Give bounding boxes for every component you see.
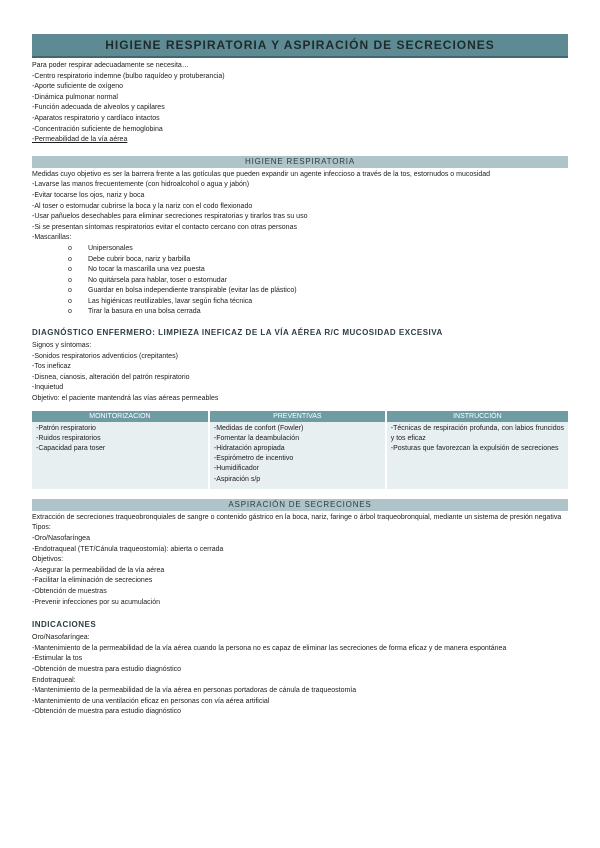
diagnostico-section [32,341,568,405]
sign-item: -Inquietud [32,384,64,392]
bullet-icon: o [68,287,72,295]
sign-item: -Tos ineficaz [32,363,71,371]
column-header: MONITORIZACION [32,411,209,422]
cell-item: -Fomentar la deambulación [213,434,300,442]
signs-label: Signos y síntomas: [32,342,92,350]
type-item: -Oro/Nasofaríngea [32,535,90,543]
mask-item-text: No tocar la mascarilla una vez puesta [88,266,205,274]
indicaciones-heading: INDICACIONES [32,620,97,630]
cell-item: -Humidificador [213,465,259,473]
mask-item [68,297,568,308]
intro-item: -Centro respiratorio indemne (bulbo raquídeo y protuberancia) [32,72,225,80]
mask-item [68,286,568,297]
intro-lead: Para poder respirar adecuadamente se necesita… [32,62,189,69]
title-banner [32,34,568,58]
cell-item: -Hidratación apropiada [213,445,285,453]
intro-item: -Concentración suficiente de hemoglobina [32,125,163,133]
section-title: ASPIRACIÓN DE SECRECIONES [228,500,372,510]
intro-item: -Permeabilidad de la vía aérea [32,136,128,144]
indicaciones-section [32,633,568,718]
cell-item: -Capacidad para toser [36,445,106,453]
intro-item: -Aparatos respiratorio y cardíaco intactos [32,114,160,122]
table-header-row [32,411,568,422]
table-cell-preventivas [209,422,386,489]
endo-item: -Mantenimiento de la permeabilidad de la vía aérea en personas portadoras de cánula de traqueostomía [32,687,357,695]
section-title: HIGIENE RESPIRATORIA [245,157,355,167]
sign-item: -Sonidos respiratorios adventicios (crepitantes) [32,352,178,360]
objective-item: -Asegurar la permeabilidad de la vía aérea [32,566,165,574]
page-title: HIGIENE RESPIRATORIA Y ASPIRACIÓN DE SECRECIONES [105,38,495,52]
cell-item: -Aspiración s/p [213,475,261,483]
mask-item-text: Unipersonales [88,244,133,252]
endo-item: -Mantenimiento de una ventilación eficaz en personas con vía aérea artificial [32,697,270,705]
cell-item: -Posturas que favorezcan la expulsión de secreciones [390,445,559,453]
mask-item [68,265,568,276]
objective-item: -Facilitar la eliminación de secreciones [32,577,153,585]
cell-item: -Ruidos respiratorios [36,434,101,442]
aspiracion-section [32,513,568,608]
higiene-item: -Evitar tocarse los ojos, nariz y boca [32,191,145,199]
objective-text: Objetivo: el paciente mantendrá las vías aéreas permeables [32,395,219,403]
objective-item: -Prevenir infecciones por su acumulación [32,598,161,606]
bullet-icon: o [68,308,72,316]
table-cell-instruccion [386,422,568,489]
mask-item [68,276,568,287]
higiene-item: -Usar pañuelos desechables para eliminar secreciones respiratorias y tirarlos tras su uso [32,213,308,221]
bullet-icon: o [68,276,72,284]
higiene-lead: Medidas cuyo objetivo es ser la barrera frente a las gotículas que pueden expandir un agente infeccioso a través de la tos, estornudos o mucosidad [32,170,491,178]
bullet-icon: o [68,297,72,305]
table-cell-monitorizacion [32,422,209,489]
mask-item [68,307,568,318]
mask-item-text: No quitársela para hablar, toser o estornudar [88,276,227,284]
bullet-icon: o [68,244,72,252]
mask-list [68,244,568,318]
higiene-item: -Lavarse las manos frecuentemente (con hidroalcohol o agua y jabón) [32,181,250,189]
mask-item [68,255,568,266]
oro-item: -Estimular la tos [32,655,83,663]
mask-item-text: Guardar en bolsa independiente transpirable (evitar las de plástico) [88,287,297,295]
column-header: INSTRUCCIÓN [386,411,568,422]
nursing-interventions-table [32,411,568,489]
oro-item: -Mantenimiento de la permeabilidad de la vía aérea cuando la persona no es capaz de eliminar las secreciones de forma eficaz y de manera espontánea [32,644,507,652]
endo-label: Endotraqueal: [32,676,76,684]
oro-item: -Obtención de muestra para estudio diagnóstico [32,665,182,673]
column-header: PREVENTIVAS [209,411,386,422]
mask-item-text: Las higiénicas reutilizables, lavar según ficha técnica [88,297,253,305]
section-bar-higiene [32,156,568,168]
intro-item: -Aporte suficiente de oxígeno [32,83,124,91]
higiene-item: -Si se presentan síntomas respiratorios evitar el contacto cercano con otras personas [32,223,297,231]
higiene-item: -Al toser o estornudar cubrirse la boca y la nariz con el codo flexionado [32,202,253,210]
sign-item: -Disnea, cianosis, alteración del patrón respiratorio [32,373,190,381]
diagnostico-heading: DIAGNÓSTICO ENFERMERO: LIMPIEZA INEFICAZ DE LA VÍA AÉREA R/C MUCOSIDAD EXCESIVA [32,328,443,338]
types-label: Tipos: [32,524,51,532]
higiene-item: -Mascarillas: [32,234,72,242]
oro-label: Oro/Nasofaríngea: [32,634,90,642]
bullet-icon: o [68,255,72,263]
intro-item: -Dinámica pulmonar normal [32,93,118,101]
aspiracion-lead: Extracción de secreciones traqueobronquiales de sangre o contenido gástrico en la boca, nariz, faringe o árbol traqueobronquial, mediante un sistema de presión negativa [32,513,562,521]
objective-item: -Obtención de muestras [32,588,107,595]
type-item: -Endotraqueal (TET/Cánula traqueostomía): abierta o cerrada [32,545,224,553]
mask-item [68,244,568,255]
higiene-section [32,170,568,318]
mask-item-text: Debe cubrir boca, nariz y barbilla [88,255,191,263]
table-row [32,422,568,489]
mask-item-text: Tirar la basura en una bolsa cerrada [88,308,201,316]
objectives-label: Objetivos: [32,556,64,564]
endo-item: -Obtención de muestra para estudio diagnóstico [32,708,182,716]
cell-item: -Técnicas de respiración profunda, con labios fruncidos y tos eficaz [390,424,564,442]
section-bar-aspiracion [32,499,568,511]
bullet-icon: o [68,266,72,274]
intro-section [32,61,568,146]
cell-item: -Patrón respiratorio [36,424,96,432]
cell-item: -Medidas de confort (Fowler) [213,424,304,432]
intro-item: -Función adecuada de alveolos y capilares [32,104,165,112]
cell-item: -Espirómetro de incentivo [213,455,294,463]
